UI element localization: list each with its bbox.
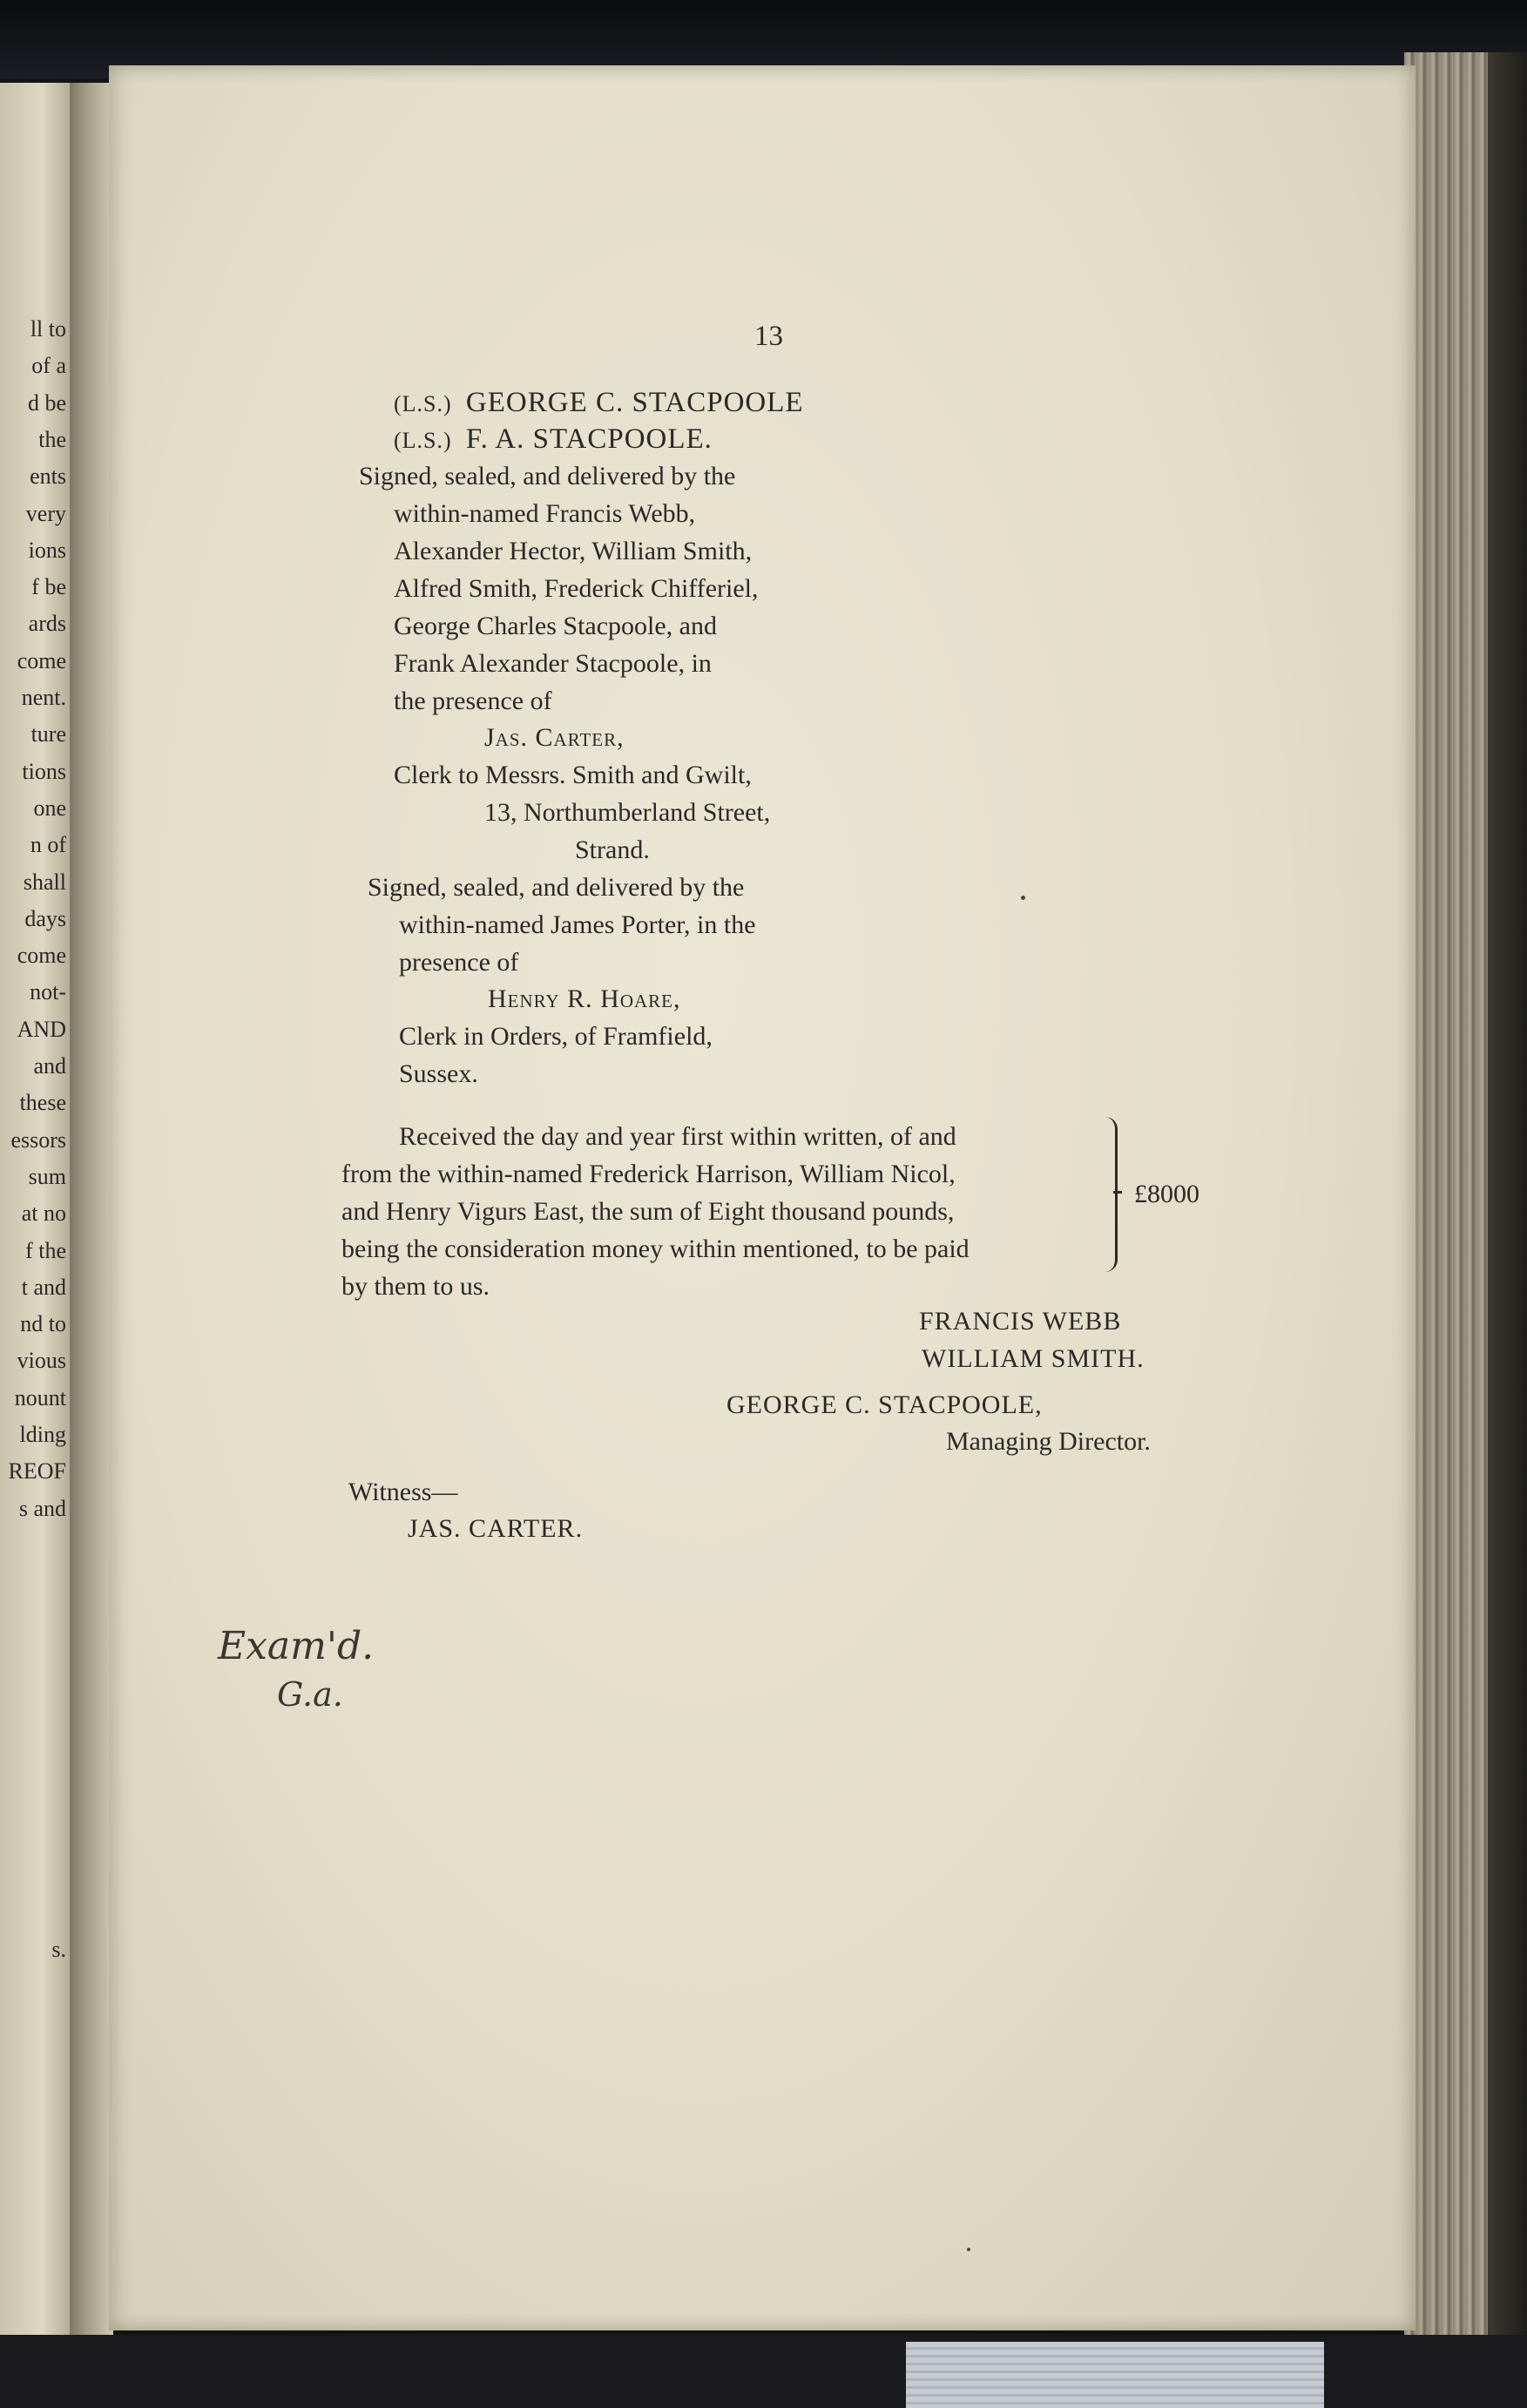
seal-line-2 — [394, 425, 713, 454]
receipt-brace — [1099, 1117, 1118, 1272]
previous-page-fragment: of a — [31, 353, 66, 379]
receipt-line-4: being the consideration money within mentioned, to be paid — [341, 1234, 970, 1263]
signature-title: Managing Director. — [946, 1427, 1151, 1456]
previous-page-fragment: shall — [23, 869, 66, 895]
previous-page-fragment: not- — [30, 979, 66, 1005]
attestation-1-clerk: Clerk to Messrs. Smith and Gwilt, — [394, 761, 752, 789]
previous-page-fragment: sum — [28, 1163, 66, 1189]
previous-page-fragment: days — [24, 905, 66, 931]
receipt-line-3: and Henry Vigurs East, the sum of Eight thousand pounds, — [341, 1197, 955, 1226]
previous-page-fragment: s and — [18, 1495, 66, 1521]
previous-page-fragment: ents — [30, 463, 66, 490]
previous-page-fragment: come — [17, 943, 66, 969]
page-stack-edges — [1404, 52, 1527, 2370]
witness-label: Witness— — [348, 1478, 458, 1506]
previous-page-fragment: come — [17, 647, 66, 673]
attestation-1-line-6: Frank Alexander Stacpoole, in — [394, 649, 712, 678]
attestation-2-line-1: Signed, sealed, and delivered by the — [368, 873, 745, 902]
signature-3: GEORGE C. STACPOOLE, — [726, 1390, 1043, 1419]
attestation-2-witness: Henry R. Hoare, — [488, 984, 681, 1013]
previous-page-fragment: one — [33, 795, 66, 821]
attestation-1-line-4: Alfred Smith, Frederick Chifferiel, — [394, 574, 759, 603]
attestation-1-line-2: within-named Francis Webb, — [394, 499, 696, 528]
previous-page-fragment: tions — [22, 758, 66, 784]
previous-page-fragment: ions — [28, 537, 66, 563]
previous-page-fragment: the — [38, 426, 66, 452]
previous-page-fragment: d be — [27, 389, 66, 416]
receipt-line-5: by them to us. — [341, 1272, 490, 1301]
previous-page-fragment: nent. — [21, 685, 66, 710]
previous-page-fragment: REOF — [8, 1458, 66, 1485]
previous-page-fragment: very — [25, 500, 66, 526]
previous-page-fragment: ture — [30, 721, 66, 747]
attestation-1-address: 13, Northumberland Street, — [484, 798, 771, 827]
receipt-brace-point — [1113, 1191, 1122, 1194]
previous-page-fragment: s. — [51, 1937, 66, 1962]
previous-page-fragment: nd to — [20, 1311, 66, 1337]
attestation-2-clerk: Clerk in Orders, of Framfield, — [399, 1022, 713, 1051]
attestation-1-line-3: Alexander Hector, William Smith, — [394, 537, 753, 565]
attestation-1-strand: Strand. — [575, 835, 650, 864]
attestation-1-witness: Jas. Carter, — [484, 723, 625, 752]
signature-2: WILLIAM SMITH. — [922, 1344, 1145, 1373]
seal-line-1 — [394, 389, 804, 417]
page-number: 13 — [754, 321, 783, 352]
previous-page-edge — [0, 83, 70, 2348]
previous-page-fragment: these — [19, 1090, 66, 1116]
attestation-1-line-5: George Charles Stacpoole, and — [394, 612, 718, 640]
book-gutter — [70, 83, 113, 2348]
previous-page-fragment: ll to — [30, 316, 66, 342]
attestation-1-line-1: Signed, sealed, and delivered by the — [359, 462, 736, 490]
previous-page-fragment: t and — [21, 1274, 66, 1300]
signature-1: FRANCIS WEBB — [919, 1307, 1122, 1336]
seal-mark: (L.S.) — [394, 428, 452, 453]
seal-mark: (L.S.) — [394, 391, 452, 416]
paper-speck — [967, 2248, 970, 2251]
receipt-amount: £8000 — [1134, 1180, 1199, 1208]
handwritten-note-examined: Exam'd. — [218, 1624, 375, 1668]
previous-page-fragment: n of — [30, 832, 66, 858]
attestation-2-line-2: within-named James Porter, in the — [399, 910, 756, 939]
paper-speck — [1021, 896, 1025, 900]
previous-page-fragment: lding — [19, 1422, 66, 1447]
previous-page-fragment: vious — [17, 1348, 66, 1374]
receipt-line-1: Received the day and year first within written, of and — [399, 1122, 956, 1151]
attestation-1-line-7: the presence of — [394, 687, 552, 715]
previous-page-fragment: f be — [31, 574, 66, 600]
library-label-strip — [906, 2342, 1324, 2408]
seal-name: F. A. STACPOOLE. — [465, 423, 713, 455]
previous-page-fragment: f the — [25, 1237, 66, 1263]
seal-name: GEORGE C. STACPOOLE — [465, 387, 804, 418]
attestation-2-line-3: presence of — [399, 948, 519, 977]
previous-page-fragment: ards — [28, 611, 66, 637]
witness-name: JAS. CARTER. — [408, 1514, 584, 1543]
handwritten-note-initials: G.a. — [277, 1675, 343, 1714]
previous-page-fragment: AND — [17, 1016, 66, 1042]
previous-page-fragment: at no — [21, 1201, 66, 1227]
receipt-line-2: from the within-named Frederick Harrison, William Nicol, — [341, 1160, 956, 1188]
previous-page-fragment: essors — [10, 1126, 66, 1153]
previous-page-fragment: nount — [14, 1384, 66, 1410]
attestation-2-county: Sussex. — [399, 1059, 478, 1088]
previous-page-fragment: and — [33, 1053, 66, 1079]
